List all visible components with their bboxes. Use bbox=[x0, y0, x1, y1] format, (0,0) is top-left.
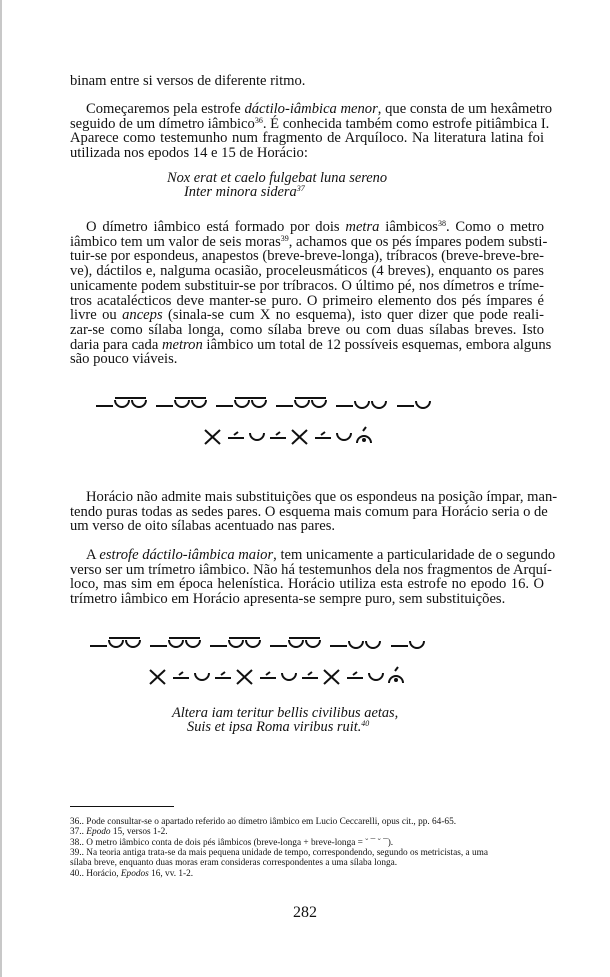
breve-symbol bbox=[282, 673, 296, 680]
text-line: trímetro iâmbico em Horácio apresenta-se sempre puro, sem substituições. bbox=[70, 591, 506, 608]
footnote-number: 38.. bbox=[70, 837, 84, 848]
ictus-symbol bbox=[353, 672, 357, 675]
verse-line-1: Altera iam teritur bellis civilibus aetas, bbox=[172, 705, 399, 721]
text-line: unicamente podem substituir-se por tríbracos. O último pé, nos dímetros e tríme- bbox=[70, 277, 544, 294]
text-line: ve), dáctilos e, nalguma ocasião, proceleusmáticos (4 breves), enquanto os pares bbox=[70, 263, 544, 280]
breve-symbol bbox=[229, 640, 243, 647]
breve-symbol bbox=[295, 400, 309, 407]
footnote-36: 36.. Pode consultar-se o apartado referido ao dímetro iâmbico em Lucio Ceccarelli, opus cit., pp. 64-65. bbox=[70, 817, 457, 827]
text-line: daria para cada metron iâmbico um total de 12 possíveis esquemas, embora alguns bbox=[70, 336, 552, 353]
footnote-ref-37[interactable]: 37 bbox=[296, 183, 305, 193]
breve-symbol bbox=[126, 640, 140, 647]
text-line: tuir-se por espondeus, anapestos (breve-breve-longa), tríbracos (breve-breve-bre- bbox=[70, 248, 544, 265]
footnote-ref-36[interactable]: 36 bbox=[254, 115, 263, 125]
breve-symbol bbox=[186, 640, 200, 647]
ictus-symbol bbox=[308, 672, 312, 675]
footnote-37: 37.. Epodo 15, versos 1-2. bbox=[70, 827, 168, 838]
breve-symbol bbox=[132, 400, 146, 407]
text-line: zar-se como sílaba longa, como sílaba breve ou com duas sílabas breves. Isto bbox=[70, 321, 544, 338]
breve-symbol bbox=[355, 401, 369, 408]
footnote-38: 38.. O metro iâmbico conta de dois pés iâmbicos (breve-longa + breve-longa = ˘ ¯ ˘ ¯). bbox=[70, 837, 394, 848]
breve-symbol bbox=[369, 673, 383, 680]
breve-symbol bbox=[337, 433, 351, 440]
breve-symbol bbox=[109, 640, 123, 647]
breve-symbol bbox=[366, 641, 380, 648]
text-line: verso ser um trímetro iâmbico. Não há testemunhos dela nos fragmentos de Arquí- bbox=[70, 561, 552, 578]
text-line: A estrofe dáctilo-iâmbica maior, tem unicamente a particularidade de o segundo bbox=[86, 547, 556, 563]
footnote-number: 40.. bbox=[70, 868, 84, 879]
breve-symbol bbox=[410, 641, 424, 648]
breve-symbol bbox=[306, 640, 320, 647]
footnote-continuation: sílaba breve, enquanto duas moras eram consideras correspondentes a uma sílaba longa. bbox=[70, 858, 398, 869]
text-line: Aparece como testemunho num fragmento de Arquíloco. Na literatura latina foi bbox=[70, 130, 544, 147]
breve-symbol bbox=[115, 400, 129, 407]
footnote-ref-40[interactable]: 40 bbox=[361, 718, 370, 728]
footnote-number: 36.. bbox=[70, 817, 84, 827]
breve-symbol bbox=[175, 400, 189, 407]
breve-symbol bbox=[246, 640, 260, 647]
footnote-ref-39[interactable]: 39 bbox=[280, 233, 289, 243]
ictus-symbol bbox=[179, 672, 183, 675]
text-line: loco, mas sim em época helenística. Horácio utiliza esta estrofe no epodo 16. O bbox=[70, 576, 544, 593]
ictus-symbol bbox=[276, 432, 280, 435]
text-line: livre ou anceps (sinala-se cum X no esquema), isto quer dizer que pode reali- bbox=[70, 307, 544, 324]
footnote-39: 39.. Na teoria antiga trata-se da mais pequena unidade de tempo, correspondendo, segundo os metricistas, a uma bbox=[70, 847, 488, 858]
footnote-40: 40.. Horácio, Epodos 16, vv. 1-2. bbox=[70, 868, 194, 879]
breve-symbol bbox=[169, 640, 183, 647]
italic-term: metra bbox=[345, 219, 380, 235]
breve-symbol bbox=[289, 640, 303, 647]
text-line: binam entre si versos de diferente ritmo. bbox=[70, 73, 306, 89]
page-number: 282 bbox=[293, 904, 317, 921]
italic-term: anceps bbox=[122, 307, 163, 324]
verse-line-2: Suis et ipsa Roma viribus ruit.$^{40}$ bbox=[187, 718, 370, 735]
text-line: um verso de oito sílabas acentuado nas pares. bbox=[70, 518, 336, 535]
ictus-symbol bbox=[221, 672, 225, 675]
verse-epodo16 bbox=[172, 707, 398, 734]
text-line: são pouco viáveis. bbox=[70, 351, 178, 368]
ictus-symbol bbox=[321, 432, 325, 435]
italic-term: estrofe dáctilo-iâmbica maior bbox=[99, 547, 274, 563]
italic-term: Epodo bbox=[86, 827, 111, 838]
footnote-ref-38[interactable]: 38 bbox=[437, 219, 446, 228]
ictus-symbol bbox=[395, 667, 398, 671]
ictus-symbol bbox=[234, 432, 238, 435]
text-line: tros acatalécticos deve manter-se puro. O primeiro elemento dos pés ímpares é bbox=[70, 292, 544, 309]
text-line: Começaremos pela estrofe dáctilo-iâmbica menor, que consta de um hexâmetro bbox=[86, 101, 553, 117]
fermata-dot bbox=[394, 678, 398, 682]
breve-symbol bbox=[312, 400, 326, 407]
breve-symbol bbox=[250, 433, 264, 440]
footnote-number: 39.. bbox=[70, 847, 84, 858]
italic-term: metron bbox=[161, 336, 203, 353]
italic-term: dáctilo-iâmbica menor bbox=[244, 101, 378, 117]
breve-symbol bbox=[349, 641, 363, 648]
breve-symbol bbox=[372, 401, 386, 408]
footnote-separator bbox=[70, 806, 174, 807]
text-line: seguido de um dímetro iâmbico$^{36}$. É conhecida também como estrofe pitiâmbica I. bbox=[70, 115, 550, 132]
footnote-number: 37.. bbox=[70, 827, 84, 838]
breve-symbol bbox=[252, 400, 266, 407]
italic-term: Epodos bbox=[120, 868, 149, 879]
text-line: Horácio não admite mais substituições que os espondeus na posição ímpar, man- bbox=[86, 489, 558, 505]
breve-symbol bbox=[235, 400, 249, 407]
ictus-symbol bbox=[363, 427, 366, 431]
breve-symbol bbox=[195, 673, 209, 680]
breve-symbol bbox=[192, 400, 206, 407]
text-line: O dímetro iâmbico está formado por dois metra iâmbicos$^{38}$. Como o metro bbox=[86, 219, 544, 235]
ictus-symbol bbox=[266, 672, 270, 675]
verse-line-2: Inter minora sidera$^{37}$ bbox=[184, 183, 305, 200]
breve-symbol bbox=[416, 401, 430, 408]
fermata-dot bbox=[362, 438, 366, 442]
text-line: utilizada nos epodos 14 e 15 de Horácio: bbox=[70, 145, 308, 162]
verse-line-1: Nox erat et caelo fulgebat luna sereno bbox=[167, 170, 388, 186]
text-line: tendo puras todas as sedes pares. O esquema mais comum para Horácio seria o de bbox=[70, 503, 548, 520]
text-line: iâmbico tem um valor de seis moras$^{39}$, achamos que os pés ímpares podem substi- bbox=[70, 233, 548, 250]
